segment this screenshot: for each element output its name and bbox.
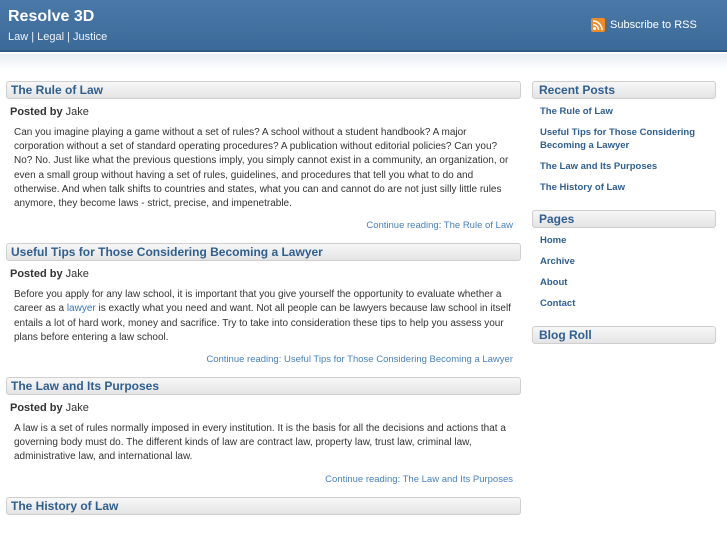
post-excerpt: Can you imagine playing a game without a set of rules? A school without a student handbook? A major corporation without a set of standard operating procedures? A publication without editorial policies? Can you? No? No. Just like what the previous questions imply, you simply cannot exist in a community, an organization, or even a small group without having a set of rules, guidelines, and procedures that tell you what to do and otherwise. And when talk shifts to countries and states, what you can and cannot do are not just silly little rules anymore, they become laws - strict, precise, and impenetrable. (14, 127, 509, 210)
post-meta (6, 395, 521, 414)
post-title[interactable]: The Rule of Law (6, 81, 521, 99)
post (6, 81, 521, 231)
page-link-archive[interactable]: Archive (540, 256, 575, 267)
post-author: Jake (65, 268, 89, 281)
pages-list (532, 228, 716, 326)
site-header (0, 0, 727, 52)
post-meta (6, 261, 521, 280)
header-shadow-bar (0, 54, 727, 70)
post (6, 243, 521, 365)
post-excerpt: A law is a set of rules normally imposed in every institution. It is the basis for all the decisions and actions that a governing body must do. The different kinds of law are contract law, property law, trust law, criminal law, administrative law, and international law. (14, 423, 506, 463)
posted-by-label: Posted by (10, 402, 63, 415)
rss-link[interactable] (591, 18, 697, 32)
post (6, 377, 521, 485)
pages-title: Pages (532, 210, 716, 228)
site-title[interactable]: Resolve 3D (8, 8, 95, 25)
page-link-about[interactable]: About (540, 277, 568, 288)
recent-posts-title: Recent Posts (532, 81, 716, 99)
blog-roll-title: Blog Roll (532, 326, 716, 344)
post-excerpt (6, 280, 521, 345)
post-title[interactable]: The Law and Its Purposes (6, 377, 521, 395)
recent-post-link[interactable]: The History of Law (540, 182, 625, 193)
post-author: Jake (65, 402, 89, 415)
lawyer-link[interactable]: lawyer (66, 303, 96, 315)
posted-by-label: Posted by (10, 268, 63, 281)
continue-reading-link[interactable]: Continue reading: The Law and Its Purposes (325, 473, 513, 485)
post-author: Jake (65, 106, 89, 118)
recent-posts-list (532, 99, 716, 210)
rss-icon[interactable] (591, 18, 605, 32)
posted-by-label: Posted by (10, 106, 63, 118)
main-content (6, 81, 521, 527)
recent-post-link[interactable]: The Law and Its Purposes (540, 161, 658, 172)
continue-reading-link[interactable]: Continue reading: Useful Tips for Those Considering Becoming a Lawyer (206, 354, 513, 366)
page-link-contact[interactable]: Contact (540, 298, 576, 309)
post-meta (6, 99, 521, 118)
recent-post-link[interactable]: Useful Tips for Those Considering Becoming a Lawyer (540, 127, 696, 151)
rss-label[interactable]: Subscribe to RSS (610, 19, 697, 31)
sidebar (532, 81, 716, 344)
post (6, 497, 521, 515)
continue-reading-link[interactable]: Continue reading: The Rule of Law (366, 220, 513, 232)
post-title[interactable]: Useful Tips for Those Considering Becoming a Lawyer (6, 243, 521, 261)
recent-post-link[interactable]: The Rule of Law (540, 106, 613, 117)
excerpt-text: Before you apply for any law school, it is important that you give yourself the opportunity to evaluate whether a career as a (14, 289, 502, 315)
post-title[interactable]: The History of Law (6, 497, 521, 515)
excerpt-text: is exactly what you need and want. Not all people can be lawyers because law school in itself entails a lot of hard work, money and sacrifice. Try to take into consideration these tips to help you assess your plans before entering a law school. (14, 303, 511, 343)
page-link-home[interactable]: Home (540, 235, 567, 246)
site-tagline: Law | Legal | Justice (8, 31, 108, 43)
